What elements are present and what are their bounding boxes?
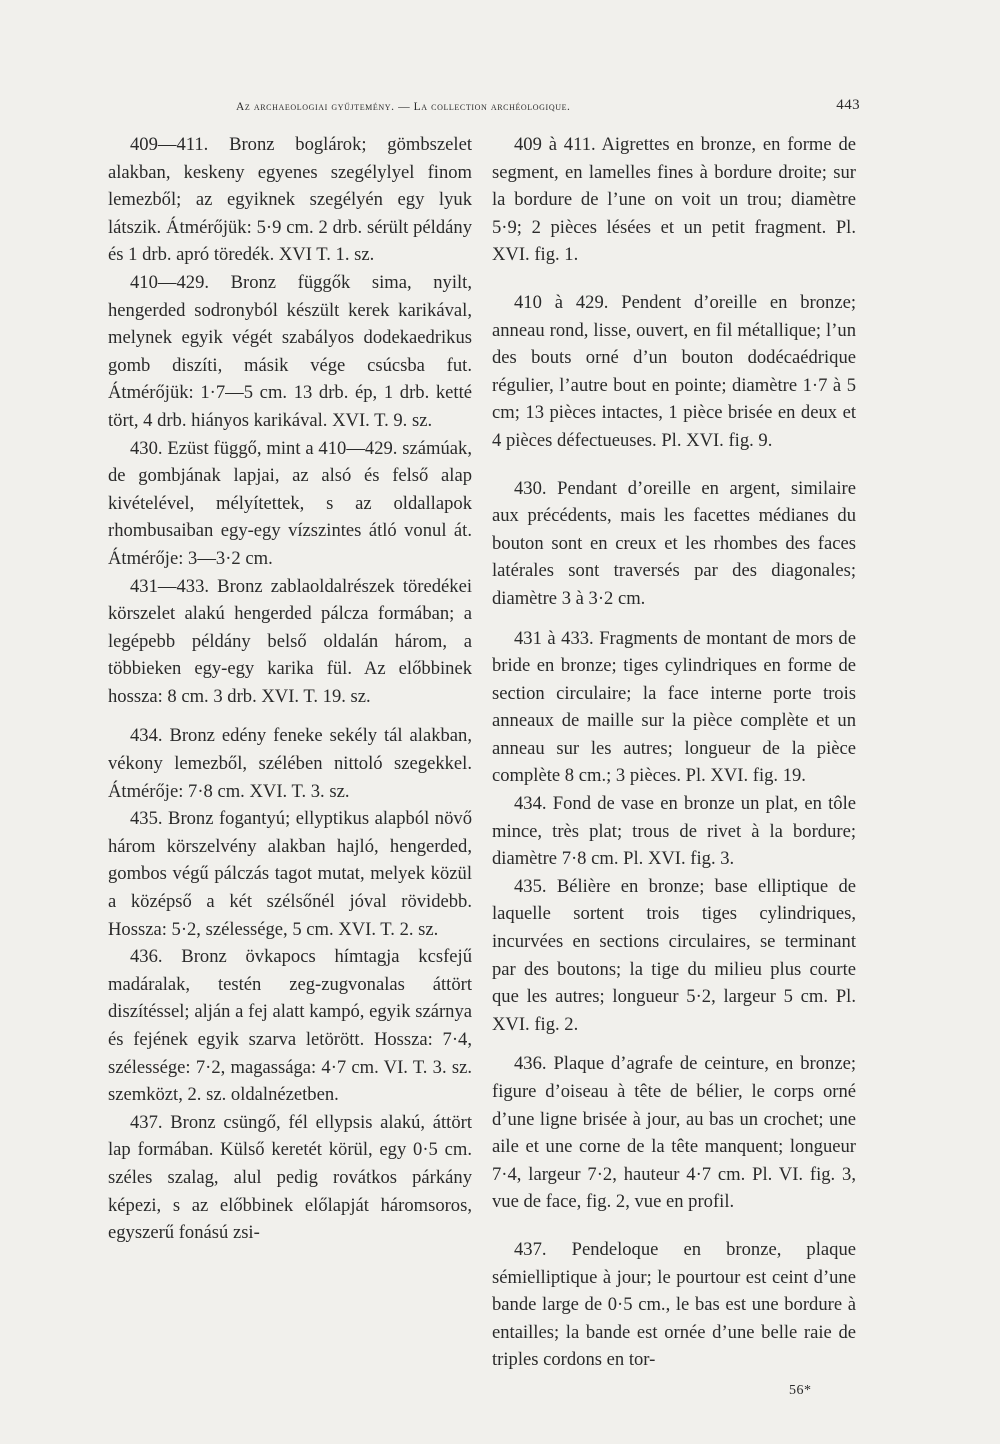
french-column	[492, 131, 856, 1374]
entry-437-hu: 437. Bronz csüngő, fél ellypsis alakú, áttört lap formában. Külső keretét körül, egy 0·5 cm. széles szalag, alul pedig rovátkos párkány képezi, s az előbbinek előlapját háromsoros, egyszerű fonású zsi-	[108, 1111, 472, 1244]
entry-435-fr: 435. Bélière en bronze; base elliptique de laquelle sortent trois tiges cylindriques, incurvées en sections circulaires, se terminant par des boutons; la tige du milieu plus courte que les autres; longueur 5·2, largeur 5 cm. Pl. XVI. fig. 2.	[492, 875, 856, 1035]
entry-431-433-hu: 431—433. Bronz zablaoldalrészek töredékei körszelet alakú hengerded pálcza formában; a legépebb példány belső oldalán három, a többieken egy-egy karika fül. Az előbbinek hossza: 8 cm. 3 drb. XVI. T. 19. sz.	[108, 575, 472, 707]
entry-437-fr: 437. Pendeloque en bronze, plaque sémielliptique à jour; le pourtour est ceint d’une bande large de 0·5 cm., le bas est une bordure à entailles; la bande est ornée d’une belle raie de triples cordons en tor-	[492, 1238, 856, 1371]
entry-434-hu: 434. Bronz edény feneke sekély tál alakban, vékony lemezből, szélében nittoló szegekkel. Átmérője: 7·8 cm. XVI. T. 3. sz.	[108, 725, 472, 802]
entry-430-hu: 430. Ezüst függő, mint a 410—429. számúak, de gombjának lapjai, az alsó és felső alap kivételével, mélyítettek, s az oldallapok rhombusaiban egy-egy vízszintes átló vonul át. Átmérője: 3—3·2 cm.	[108, 437, 472, 569]
running-title: Az archaeologiai gyűjtemény. — La collection archéologique.	[236, 101, 571, 113]
entry-434-fr: 434. Fond de vase en bronze un plat, en tôle mince, très plat; trous de rivet à la bordure; diamètre 7·8 cm. Pl. XVI. fig. 3.	[492, 793, 856, 870]
entry-430-fr: 430. Pendant d’oreille en argent, similaire aux précédents, mais les facettes médianes du bouton sont en creux et les rhombes des faces latérales sont traversés par des diagonales; diamètre 3 à 3·2 cm.	[492, 477, 856, 609]
entry-431-433-fr: 431 à 433. Fragments de montant de mors de bride en bronze; tiges cylindriques en forme de section circulaire; la face interne porte trois anneaux de maille sur la pièce complète et un anneau sur les autres; longueur de la pièce complète 8 cm.; 3 pièces. Pl. XVI. fig. 19.	[492, 627, 856, 787]
entry-409-411-hu: 409—411. Bronz boglárok; gömbszelet alakban, keskeny egyenes szegélylyel finom lemezből; az egyiknek szegélyén egy lyuk látszik. Átmérőjük: 5·9 cm. 2 drb. sérült példány és 1 drb. apró töredék. XVI T. 1. sz.	[108, 134, 472, 266]
entry-410-429-fr: 410 à 429. Pendent d’oreille en bronze; anneau rond, lisse, ouvert, en fil métallique; l’un des bouts orné d’un bouton dodécaédrique régulier, l’autre bout en pointe; diamètre 1·7 à 5 cm; 13 pièces intactes, 1 pièce brisée en deux et 4 pièces défectueuses. Pl. XVI. fig. 9.	[492, 291, 856, 451]
entry-409-411-fr: 409 à 411. Aigrettes en bronze, en forme de segment, en lamelles fines à bordure droite; sur la bordure de l’une on voit un trou; diamètre 5·9; 2 pièces lésées et un petit fragment. Pl. XVI. fig. 1.	[492, 134, 856, 266]
entry-435-hu: 435. Bronz fogantyú; ellyptikus alapból növő három körszelvény alakban hajló, hengerded, gombos végű pálczás tagot mutat, melyek közül a középső a két szélsőnél jóval rövidebb. Hossza: 5·2, szélessége, 5 cm. XVI. T. 2. sz.	[108, 808, 472, 940]
entry-410-429-hu: 410—429. Bronz függők sima, nyilt, hengerded sodronyból készült kerek karikával, melynek egyik végét szabályos dodekaedrikus gomb diszíti, másik vége csúcsba fut. Átmérőjük: 1·7—5 cm. 13 drb. ép, 1 drb. ketté tört, 4 drb. hiányos karikával. XVI. T. 9. sz.	[108, 271, 472, 431]
entry-436-hu: 436. Bronz övkapocs hímtagja kcsfejű madáralak, testén zeg-zugvonalas áttört diszítéssel; alján a fej alatt kampó, egyik szárnya és fejének egyik szarva letörött. Hossza: 7·4, szélessége: 7·2, magassága: 4·7 cm. VI. T. 3. sz. szemközt, 2. sz. oldalnézetben.	[108, 946, 472, 1106]
printer-signature: 56*	[789, 1383, 812, 1398]
running-header	[108, 97, 860, 119]
page-number: 443	[836, 97, 860, 113]
entry-436-fr: 436. Plaque d’agrafe de ceinture, en bronze; figure d’oiseau à tête de bélier, le corps orné d’une ligne brisée à jour, au bas un crochet; une aile et une corne de la tête manquent; longueur 7·4, largeur 7·2, hauteur 4·7 cm. Pl. VI. fig. 3, vue de face, fig. 2, vue en profil.	[492, 1053, 856, 1213]
hungarian-column	[108, 131, 472, 1247]
